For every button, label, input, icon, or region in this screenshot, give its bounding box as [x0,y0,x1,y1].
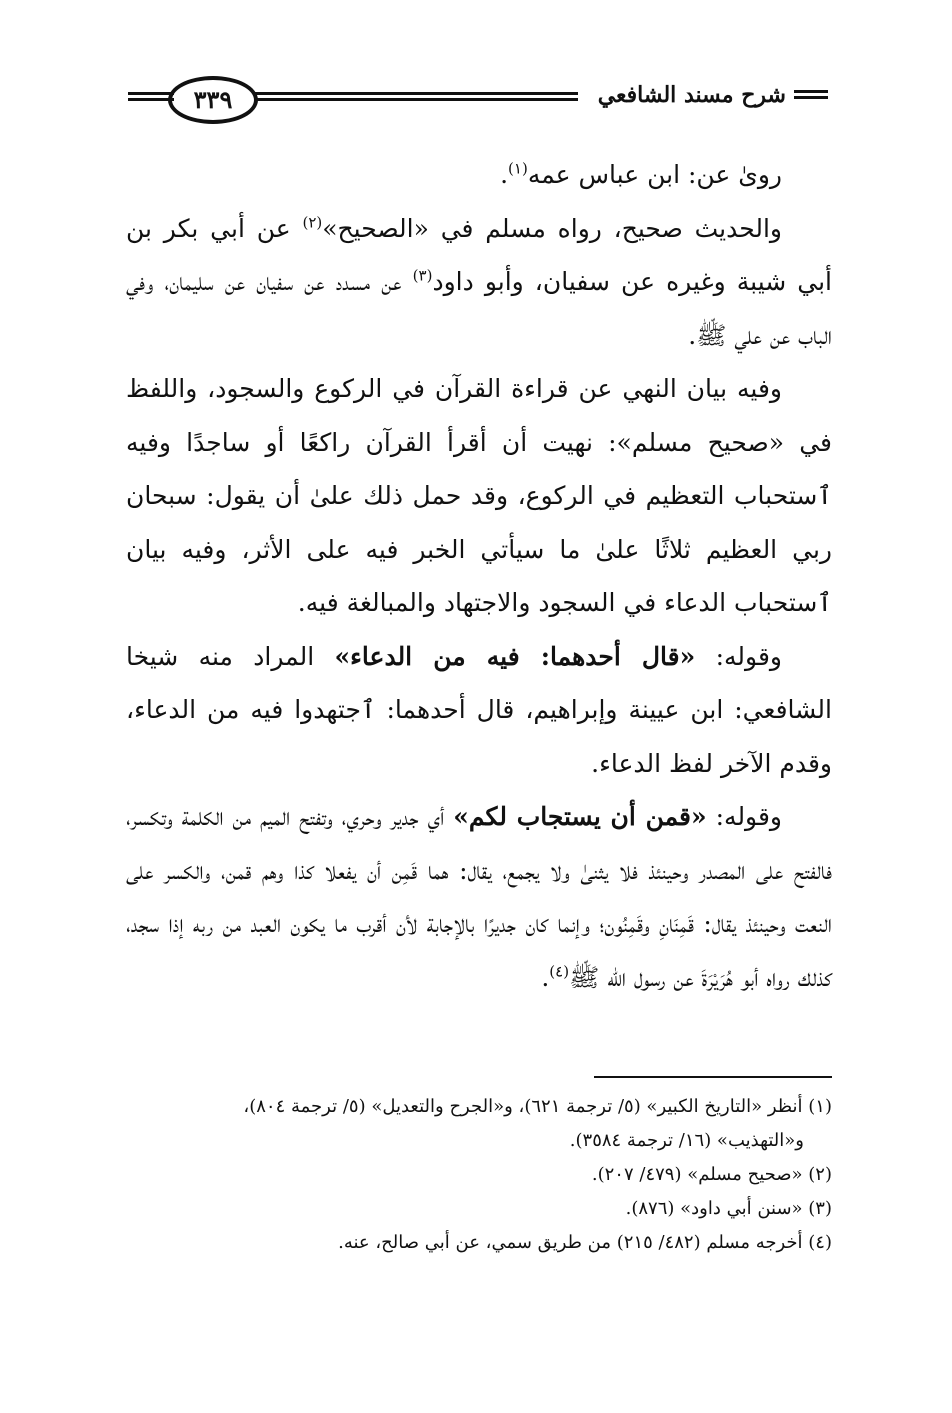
footnotes [126,1090,832,1260]
footnote-separator [594,1076,832,1078]
paragraph-text: روىٰ عن: ابن عباس عمه [527,160,782,189]
paragraph-text: عن مسدد عن سفيان عن سليمان، وفي الباب عن علي ﷺ. [126,267,832,350]
paragraph-prohibition: وفيه بيان النهي عن قراءة القرآن في الركوع والسجود، واللفظ في «صحيح مسلم»: نهيت أن أقرأ القرآن راكعًا أو ساجدًا وفيه ٱستحباب التعظيم في الركوع، وقد حمل ذلك علىٰ أن يقول: سبحان ربي العظيم ثلاثًا علىٰ ما سيأتي الخبر فيه على الأثر، وفيه بيان ٱستحباب الدعاء في السجود والاجتهاد والمبالغة فيه. [126,374,832,617]
quoted-phrase: «قال أحدهما: فيه من الدعاء» [334,641,696,671]
footnote-1-continuation: و«التهذيب» (١٦/ ترجمة ٣٥٨٤). [569,1130,804,1151]
page-header [128,76,828,132]
paragraph-qamin [126,790,832,1004]
paragraph-text: وقوله: [706,802,782,831]
main-text [126,148,832,1004]
footnote-ref-2: (٢) [302,213,323,232]
footnote-4: (٤) أخرجه مسلم (٤٨٢/ ٢١٥) من طريق سمي، عن أبي صالح، عنه. [338,1232,832,1253]
page-number: ٣٣٩ [168,76,258,124]
paragraph-qala-ahaduhuma [126,630,832,791]
footnote-ref-1: (١) [508,159,528,178]
paragraph-text: عن أبي بكر بن أبي شيبة وغيره عن سفيان، وأبو داود [126,213,833,296]
paragraph-narration [126,148,832,202]
paragraph-text: أي جدير وحري، وتفتح الميم من الكلمة وتكسر، فالفتح على المصدر وحينئذ فلا يثنىٰ ولا يجمع، يقال: هما قَمِن أن يفعلا كذا وهم قمن، والكسر على النعت وحينئذ يقال: قَمِنَانِ وقَمِنُون؛ وإنما كان جديرًا بالإجابة لأن أقرب ما يكون العبد من ربه إذا سجد، كذلك رواه أبو هُرَيْرَةَ عن رسول الله ﷺ [126,802,832,992]
footnote-2: (٢) «صحيح مسلم» (٤٧٩/ ٢٠٧). [591,1164,832,1185]
header-ornament-rule [794,90,828,99]
footnote-1: (١) أنظر «التاريخ الكبير» (٥/ ترجمة ٦٢١)، و«الجرح والتعديل» (٥/ ترجمة ٨٠٤)، [243,1096,832,1117]
paragraph-text: والحديث صحيح، رواه مسلم في «الصحيح» [322,213,782,243]
footnote-ref-4: (٤) [549,962,570,981]
paragraph-text: . [500,160,509,189]
footnote-ref-3: (٣) [412,266,433,285]
header-end-rule [128,92,174,101]
paragraph-text: المراد منه شيخا الشافعي: ابن عيينة وإبراهيم، قال أحدهما: ٱجتهدوا فيه من الدعاء، وقدم الآخر لفظ الدعاء. [126,641,832,778]
header-double-rule [246,92,578,101]
paragraph-hadith-grading [126,202,832,363]
paragraph-text: . [541,962,550,992]
paragraph-text: وقوله: [695,641,782,671]
running-title: شرح مسند الشافعي [597,82,786,108]
quoted-phrase: «قمن أن يستجاب لكم» [453,802,707,831]
footnote-3: (٣) «سنن أبي داود» (٨٧٦). [625,1198,832,1219]
